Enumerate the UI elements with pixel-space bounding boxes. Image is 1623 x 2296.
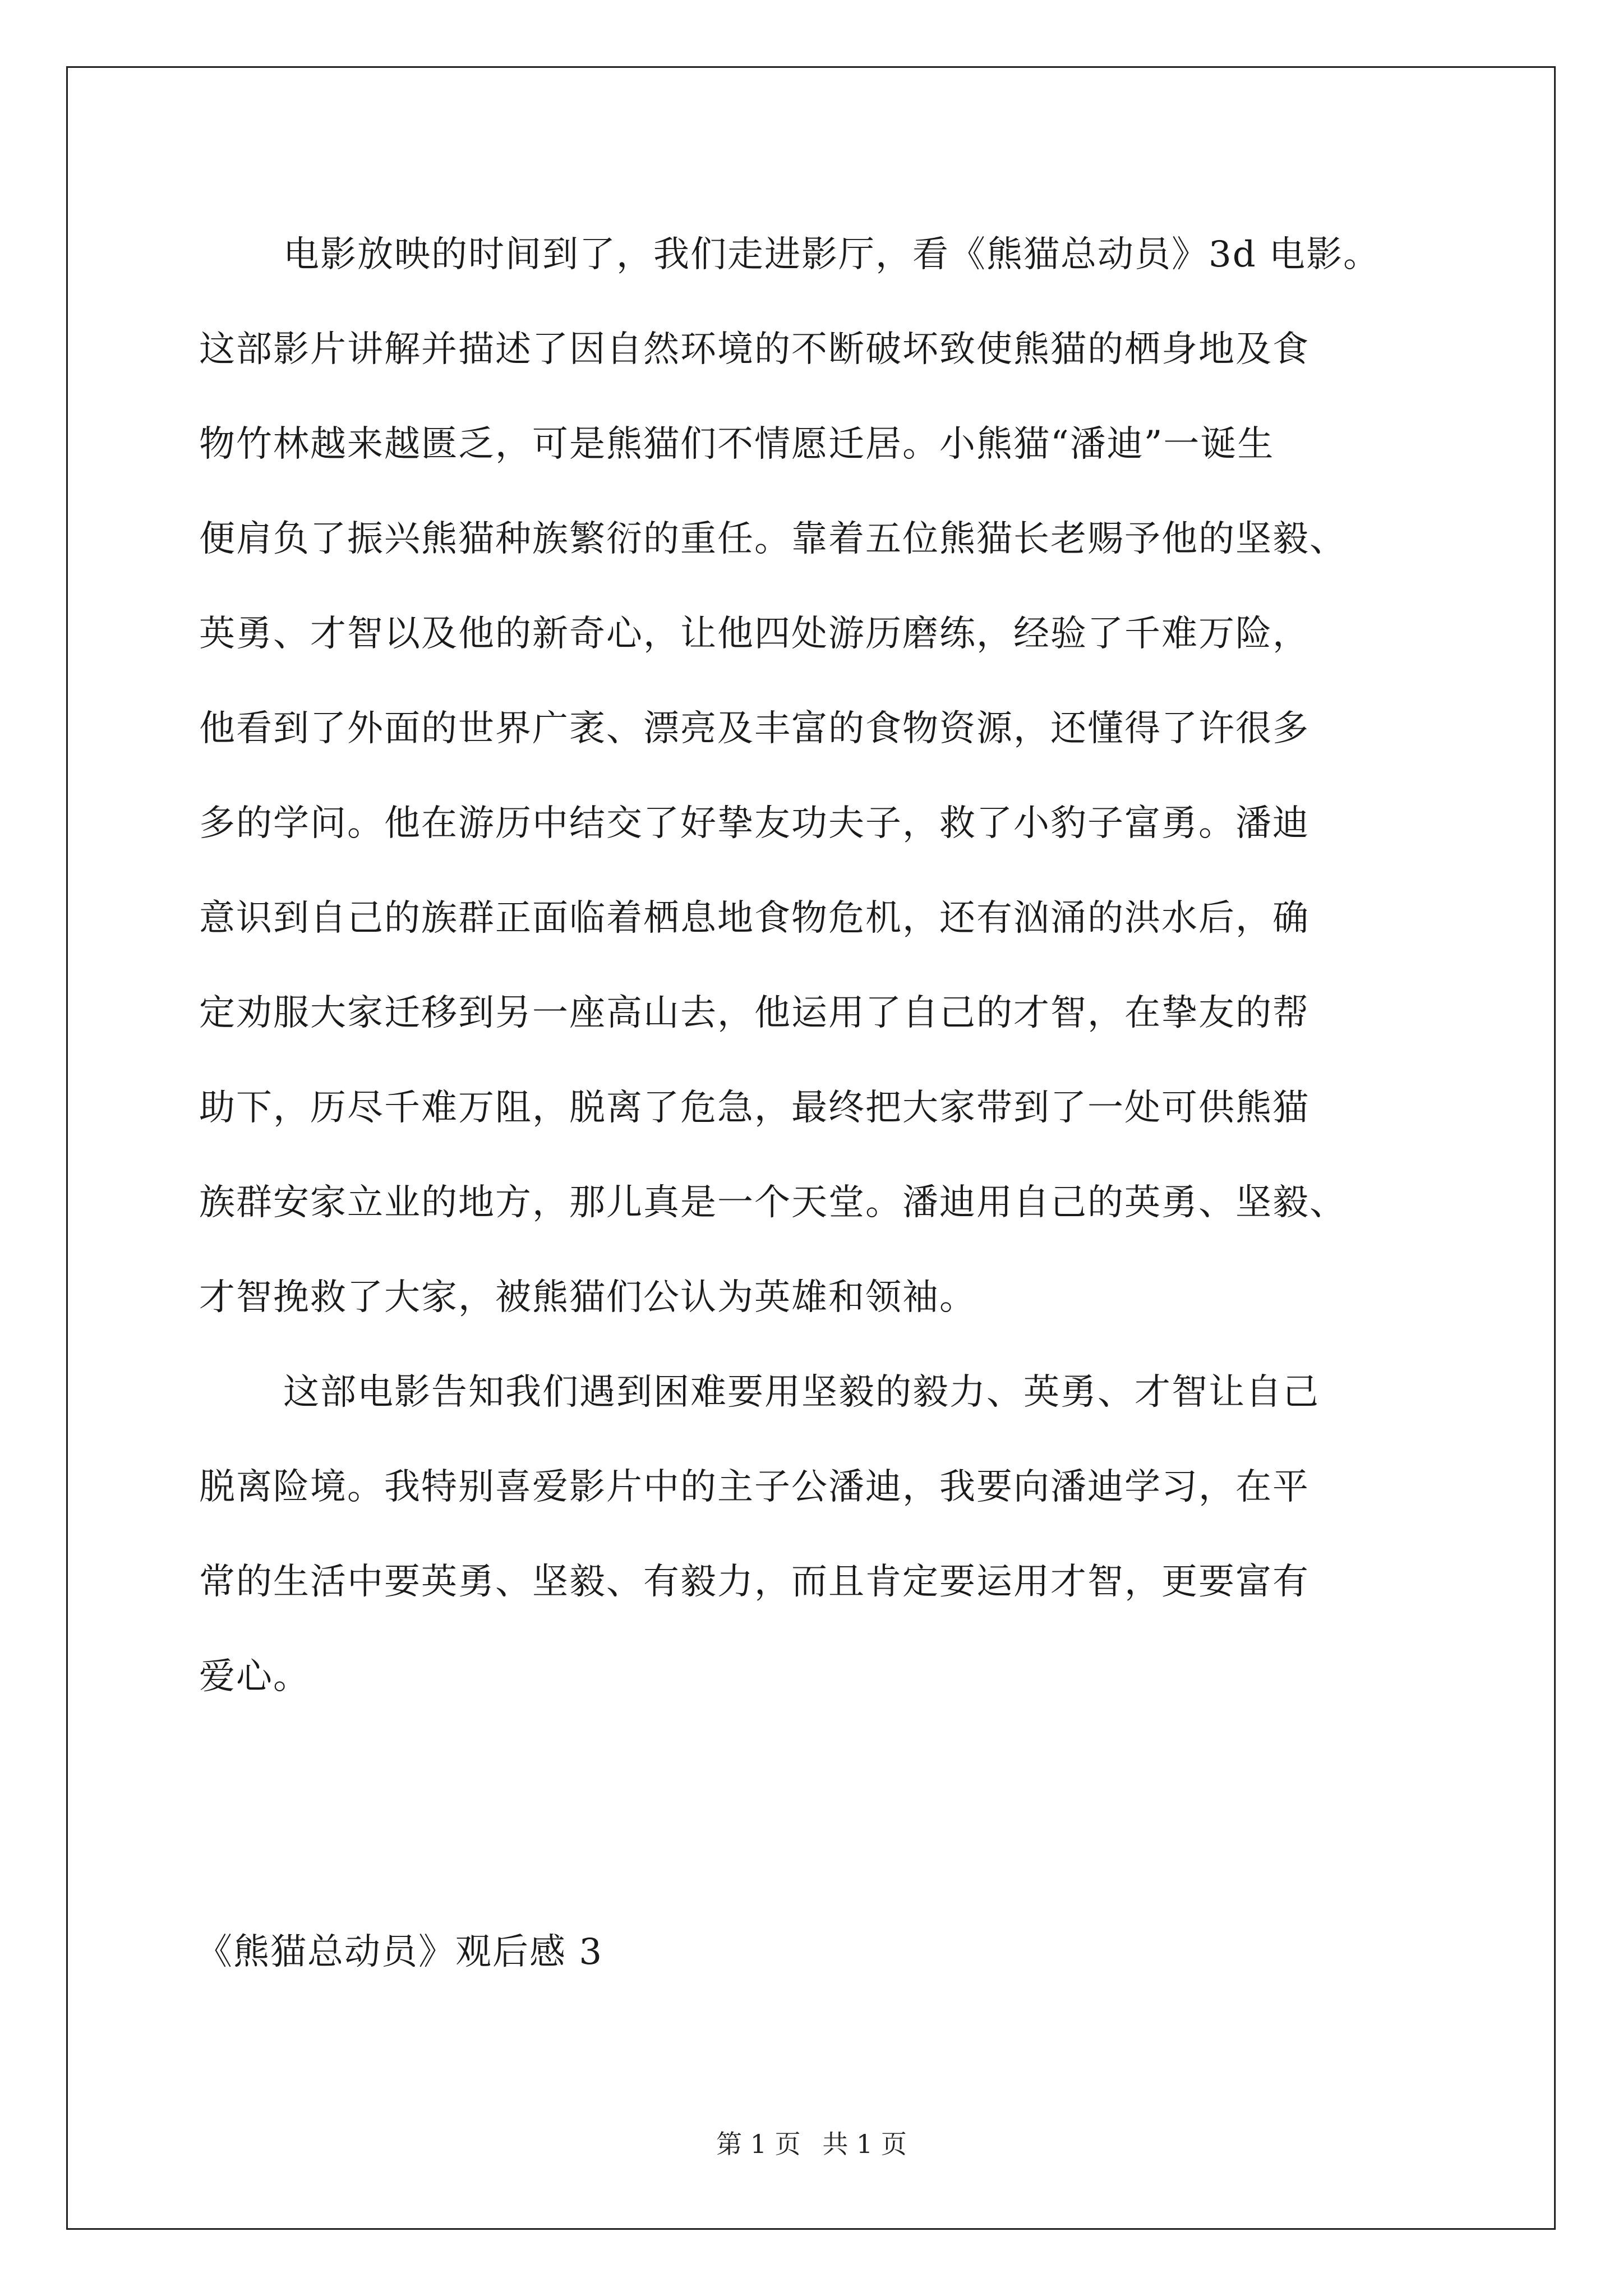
text-line: 英勇、才智以及他的新奇心，让他四处游历磨练，经验了千难万险， <box>199 613 1310 655</box>
paragraph-2 <box>199 1345 1489 1724</box>
page-number: 第 1 页 <box>716 2129 801 2159</box>
text-line: 助下，历尽千难万阻，脱离了危急，最终把大家带到了一处可供熊猫 <box>199 1087 1310 1129</box>
text-line: 才智挽救了大家，被熊猫们公认为英雄和领袖。 <box>199 1277 976 1318</box>
text-line: 这部影片讲解并描述了因自然环境的不断破坏致使熊猫的栖身地及食 <box>199 329 1310 370</box>
text-line: 脱离险境。我特别喜爱影片中的主子公潘迪，我要向潘迪学习，在平 <box>199 1466 1310 1508</box>
text-line: 电影放映的时间到了，我们走进影厅，看《熊猫总动员》3d 电影。 <box>283 234 1381 275</box>
text-line: 族群安家立业的地方，那儿真是一个天堂。潘迪用自己的英勇、坚毅、 <box>199 1182 1347 1223</box>
text-line: 常的生活中要英勇、坚毅、有毅力，而且肯定要运用才智，更要富有 <box>199 1561 1310 1603</box>
paragraph-1 <box>199 208 1489 1345</box>
text-line: 多的学问。他在游历中结交了好挚友功夫子，救了小豹子富勇。潘迪 <box>199 803 1310 844</box>
text-line: 他看到了外面的世界广袤、漂亮及丰富的食物资源，还懂得了许很多 <box>199 708 1310 749</box>
page-footer <box>0 2127 1623 2161</box>
text-line: 这部电影告知我们遇到困难要用坚毅的毅力、英勇、才智让自己 <box>283 1372 1320 1413</box>
page-total: 共 1 页 <box>822 2129 907 2159</box>
text-line: 物竹林越来越匮乏，可是熊猫们不情愿迁居。小熊猫“潘迪”一诞生 <box>199 424 1275 465</box>
text-line: 定劝服大家迁移到另一座高山去，他运用了自己的才智，在挚友的帮 <box>199 992 1310 1034</box>
body-text <box>199 208 1489 1724</box>
text-line: 意识到自己的族群正面临着栖息地食物危机，还有汹涌的洪水后，确 <box>199 898 1310 939</box>
text-line: 便肩负了振兴熊猫种族繁衍的重任。靠着五位熊猫长老赐予他的坚毅、 <box>199 518 1347 560</box>
text-line: 爱心。 <box>199 1656 310 1697</box>
section-heading: 《熊猫总动员》观后感 3 <box>196 1931 603 1973</box>
